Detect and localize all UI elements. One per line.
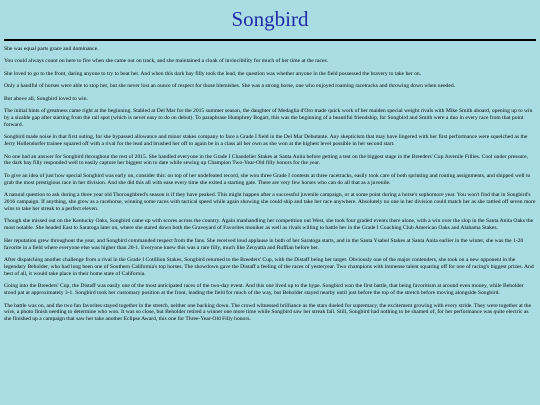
title-divider	[4, 39, 536, 41]
paragraph: Songbird made noise in that first outing, for she bypassed allowance and minor stakes company to face a Grade I field in the Del Mar Debutante. Any skepticism that may have lingered with her first performance were squelched as the Jerry Hollendorfer trainee squared off with a rival for the lead and brushed her off to again be in a class all her own as she won at the highest level possible in her second start.	[4, 134, 528, 148]
paragraph: Only a handful of horses were able to stop her, but she never lost an ounce of respect for those blemishes. She was a strong horse, one who enjoyed roaming racetracks and throwing down when needed.	[4, 83, 456, 90]
paragraph: She loved to go to the front, daring anyone to try to beat her. And when this dark bay filly took the lead, the question was whether anyone in the field possessed the bravery to take her on.	[4, 70, 422, 77]
paragraph: You could always count on here to fire when she came out on track, and she maintained a cloak of invincibility for much of her time at the races.	[4, 58, 329, 65]
paragraph: But above all, Songbird loved to win.	[4, 95, 88, 102]
paragraph: Going into the Breeders' Cup, the Distaff was easily one of the most anticipated races of the two-day event. And this one lived up to the hype. Songbird won the first battle, that being favoritism at around even money, while Beholder stood pat at approximately 3-1. Songbird took her customary position at the front, leading the field for much of the way, but Beholder stayed nearby until just before the top of the stretch before moving alongside Songbird.	[4, 283, 524, 297]
page-title: Songbird	[231, 7, 309, 31]
paragraph: The battle was on, and the two fan favorites stayed together in the stretch, neither one backing down. The crowd witnessed brilliance as the stars dueled for supremacy, the excitement growing with every stride. They were together at the wire, a photo finish needing to determine who won. It was so close, but Beholder retired a winner one more time while Songbird saw her streak fall. Still, Songbird had nothing to be shamed of, for her performance was quite electric as she finished up a campaign that saw her take another Eclipse Award, this one for Three-Year-Old Filly honors.	[4, 302, 532, 323]
paragraph: After dispatching another challenge from a rival in the Grade I Cotillion Stakes, Songbird returned to the Breeders' Cup, with the Distaff being her target. Obviously one of the major contenders, she took on a new opponent in the legendary Beholder, who had long been one of Southern California's top horses. The showdown gave the Distaff a feeling of the races of yesteryear. Two champions with immense talent squaring off for one of racing's biggest prizes. And best of all, it would take place in their home state of California.	[4, 257, 534, 277]
paragraph: A natural question to ask during a three year old Thoroughbred's season is if they have peaked. This might happen after a successful juvenile campaign, or at some point during a horse's sophomore year. You won't find that in Songbird's 2016 campaign. If anything, she grew as a racehorse, winning some races with tactical speed while again showing she could ship and take her race anywhere. Absolutely no one in her division could match her as she rattled off seven more wins to take her streak to a perfect eleven.	[4, 192, 536, 212]
paragraph: Though she missed out on the Kentucky Oaks, Songbird came up with scores across the country. Again manhandling her competition out West, she took four graded events there alone, with a win over the slop in the Santa Anita Oaks the most notable. She headed East to Saratoga later on, where she stared down both the Graveyard of Favorites moniker as well as rivals willing to battle her in the Grade I Coaching Club American Oaks and Alabama Stakes.	[4, 218, 534, 232]
paragraph: No one had an answer for Songbird throughout the rest of 2015. She handled everyone in the Grade I Chandelier Stakes at Santa Anita before getting a test on the biggest stage in the Breeders' Cup Juvenile Fillies. Cool under pressure, the dark bay filly responded well to easily capture her biggest win to date while sewing up Champion Two-Year-Old filly honors for the year.	[4, 153, 529, 167]
paragraph: The initial hints of greatness came right at the beginning. Stabled at Del Mar for the 2015 summer season, the daughter of Medaglia d'Oro made quick work of her maiden special weight rivals with Mike Smith aboard, opening up to win by a sizable gap after starting from the rail spot (which is never easy to do on debut). To paraphrase Humphrey Bogart, this was the beginning of a beautiful friendship, for Songbird and Smith were a duo in every race from that point forward.	[4, 108, 533, 128]
article-body	[4, 46, 536, 323]
paragraph: Her reputation grew throughout the year, and Songbird commanded respect from the fans. She received loud applause in both of her Saratoga starts, and in the Santa Ysabel Stakes at Santa Anita earlier in the winter, she was the 1-20 favorite in a field where everyone else was higher than 20-1. Everyone knew this was a rare filly, much like Zenyatta and Ruffian before her.	[4, 237, 524, 251]
paragraph: She was equal parts grace and dominance.	[4, 46, 99, 52]
paragraph: To give an idea of just how special Songbird was early on, consider this: on top of her undefeated record, she won three Grade I contests at three racetracks, easily took care of both sprinting and routing assignments, and shipped well to grab the most prestigious race in her division. And she did this all with ease every time she exited a starting gate. There are very few horses who can do all that as a juvenile.	[4, 172, 531, 186]
